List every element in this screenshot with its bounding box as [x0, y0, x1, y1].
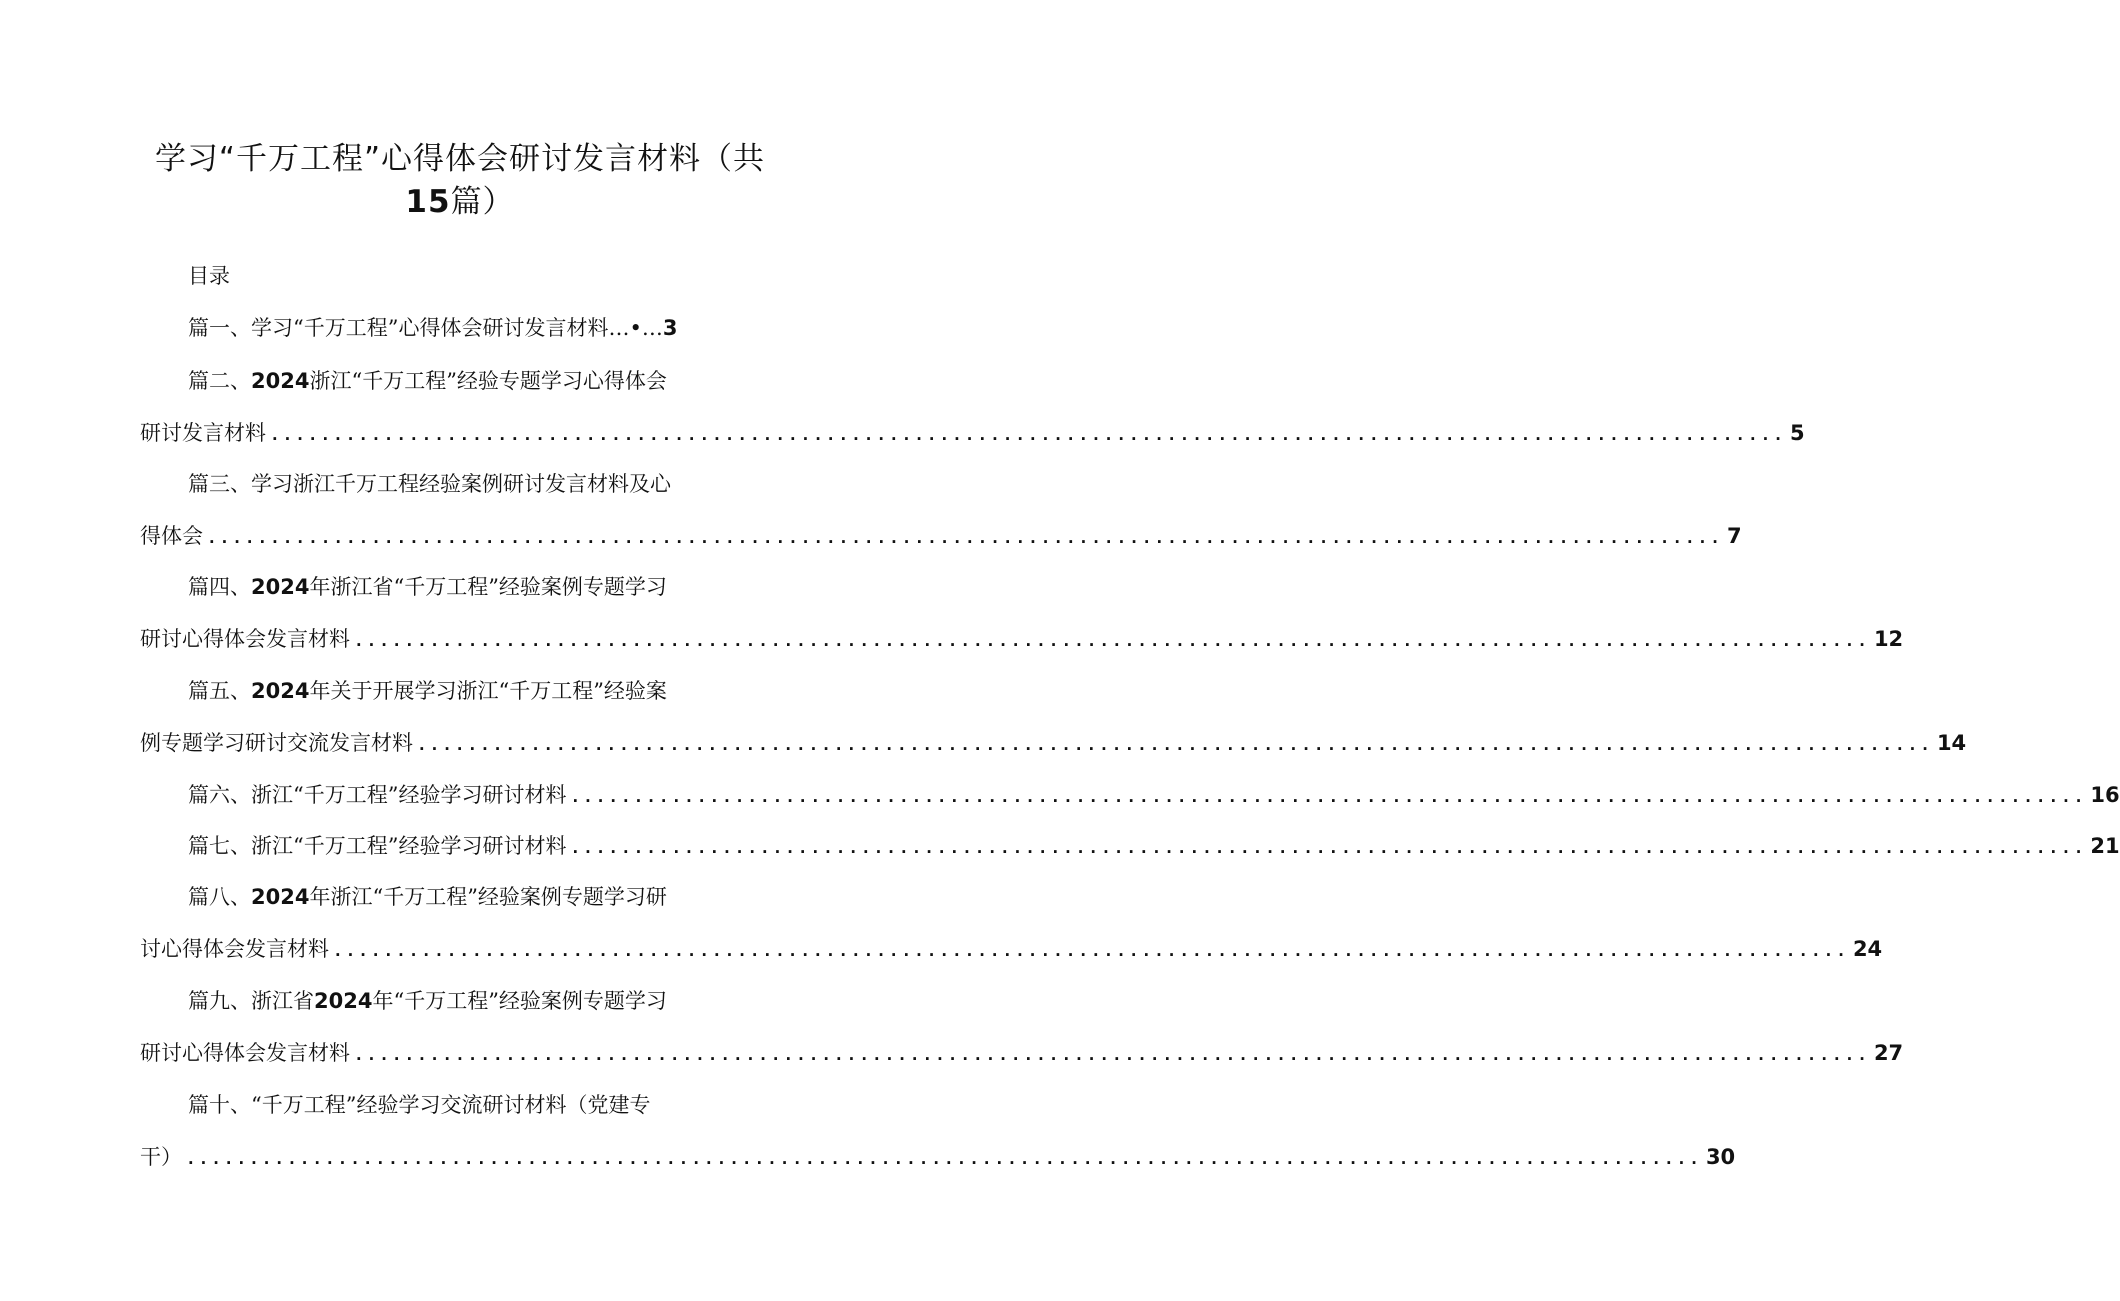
- toc-entry-1-text: 篇一、学习“千万工程”心得体会研讨发言材料…•…: [188, 316, 663, 340]
- toc-entry-3-line2: [140, 521, 1742, 551]
- toc-entry-8-page: 24: [1852, 937, 1883, 961]
- toc-entry-4-line2: [140, 624, 1904, 654]
- toc-entry-9-text: 年“千万工程”经验案例专题学习: [372, 989, 667, 1013]
- toc-entry-6-page: 16: [2090, 783, 2120, 807]
- toc-entry-5-line1: [188, 676, 667, 706]
- toc-entry-3-line1: 篇三、学习浙江千万工程经验案例研讨发言材料及心: [188, 472, 671, 496]
- toc-entry-3-text-cont: 得体会: [140, 524, 203, 548]
- toc-entry-8-line1: [188, 882, 667, 912]
- toc-entry-2-page: 5: [1789, 421, 1805, 445]
- toc-entry-10-line2: [140, 1142, 1736, 1172]
- title-count-unit: 篇）: [450, 184, 515, 220]
- toc-entry-3-page: 7: [1726, 524, 1742, 548]
- leader-dots: ........................................................................................................................: [417, 735, 1933, 754]
- toc-entry-1-page: 3: [662, 316, 678, 340]
- title-count: 15: [405, 184, 451, 220]
- toc-entry-9-prefix: 篇九、浙江省: [188, 989, 314, 1013]
- toc-entry-6-text: 篇六、浙江“千万工程”经验学习研讨材料: [188, 783, 567, 807]
- toc-entry-4-prefix: 篇四、: [188, 575, 251, 599]
- toc-heading: 目录: [188, 264, 230, 288]
- toc-entry-9-page: 27: [1873, 1041, 1904, 1065]
- toc-entry-5-line2: [140, 728, 1967, 758]
- toc-entry-10-text-cont: 干）: [140, 1145, 182, 1169]
- toc-entry-4-page: 12: [1873, 627, 1904, 651]
- toc-entry-2-text-cont: 研讨发言材料: [140, 421, 266, 445]
- toc-entry-9-line1: [188, 986, 667, 1016]
- toc-entry-4-line1: [188, 572, 667, 602]
- toc-entry-1: [188, 313, 677, 343]
- toc-entry-4-year: 2024: [251, 575, 310, 599]
- toc-entry-5-page: 14: [1936, 731, 1967, 755]
- toc-entry-9-year: 2024: [314, 989, 373, 1013]
- document-title-line1: 学习“千万工程”心得体会研讨发言材料（共: [154, 141, 766, 177]
- toc-entry-10-page: 30: [1705, 1145, 1736, 1169]
- document-title-line2: [0, 177, 920, 227]
- toc-entry-6: [140, 780, 2120, 810]
- toc-entry-8-year: 2024: [251, 885, 310, 909]
- toc-entry-8-line2: [140, 934, 1883, 964]
- toc-entry-9-line2: [140, 1038, 1904, 1068]
- toc-entry-4-text: 年浙江省“千万工程”经验案例专题学习: [309, 575, 667, 599]
- toc-entry-7: [140, 831, 2120, 861]
- toc-entry-2-prefix: 篇二、: [188, 369, 251, 393]
- leader-dots: ........................................................................................................................: [570, 787, 2087, 806]
- toc-entry-2-line1: [188, 366, 667, 396]
- leader-dots: ........................................................................................................................: [207, 528, 1723, 547]
- toc-entry-10-line1: 篇十、“千万工程”经验学习交流研讨材料（党建专: [188, 1093, 651, 1117]
- toc-entry-2-text: 浙江“千万工程”经验专题学习心得体会: [309, 369, 667, 393]
- leader-dots: ........................................................................................................................: [186, 1149, 1702, 1168]
- toc-entry-7-page: 21: [2090, 834, 2120, 858]
- leader-dots: ........................................................................................................................: [570, 838, 2087, 857]
- leader-dots: ........................................................................................................................: [333, 941, 1849, 960]
- toc-entry-9-text-cont: 研讨心得体会发言材料: [140, 1041, 350, 1065]
- toc-entry-5-text-cont: 例专题学习研讨交流发言材料: [140, 731, 413, 755]
- toc-entry-5-year: 2024: [251, 679, 310, 703]
- toc-entry-5-text: 年关于开展学习浙江“千万工程”经验案: [309, 679, 667, 703]
- toc-entry-2-line2: [140, 418, 1805, 448]
- toc-entry-2-year: 2024: [251, 369, 310, 393]
- toc-entry-8-prefix: 篇八、: [188, 885, 251, 909]
- toc-entry-7-text: 篇七、浙江“千万工程”经验学习研讨材料: [188, 834, 567, 858]
- toc-entry-8-text-cont: 讨心得体会发言材料: [140, 937, 329, 961]
- leader-dots: ........................................................................................................................: [354, 1045, 1870, 1064]
- leader-dots: ........................................................................................................................: [354, 631, 1870, 650]
- toc-entry-5-prefix: 篇五、: [188, 679, 251, 703]
- toc-entry-4-text-cont: 研讨心得体会发言材料: [140, 627, 350, 651]
- leader-dots: ........................................................................................................................: [270, 425, 1786, 444]
- toc-entry-8-text: 年浙江“千万工程”经验案例专题学习研: [309, 885, 667, 909]
